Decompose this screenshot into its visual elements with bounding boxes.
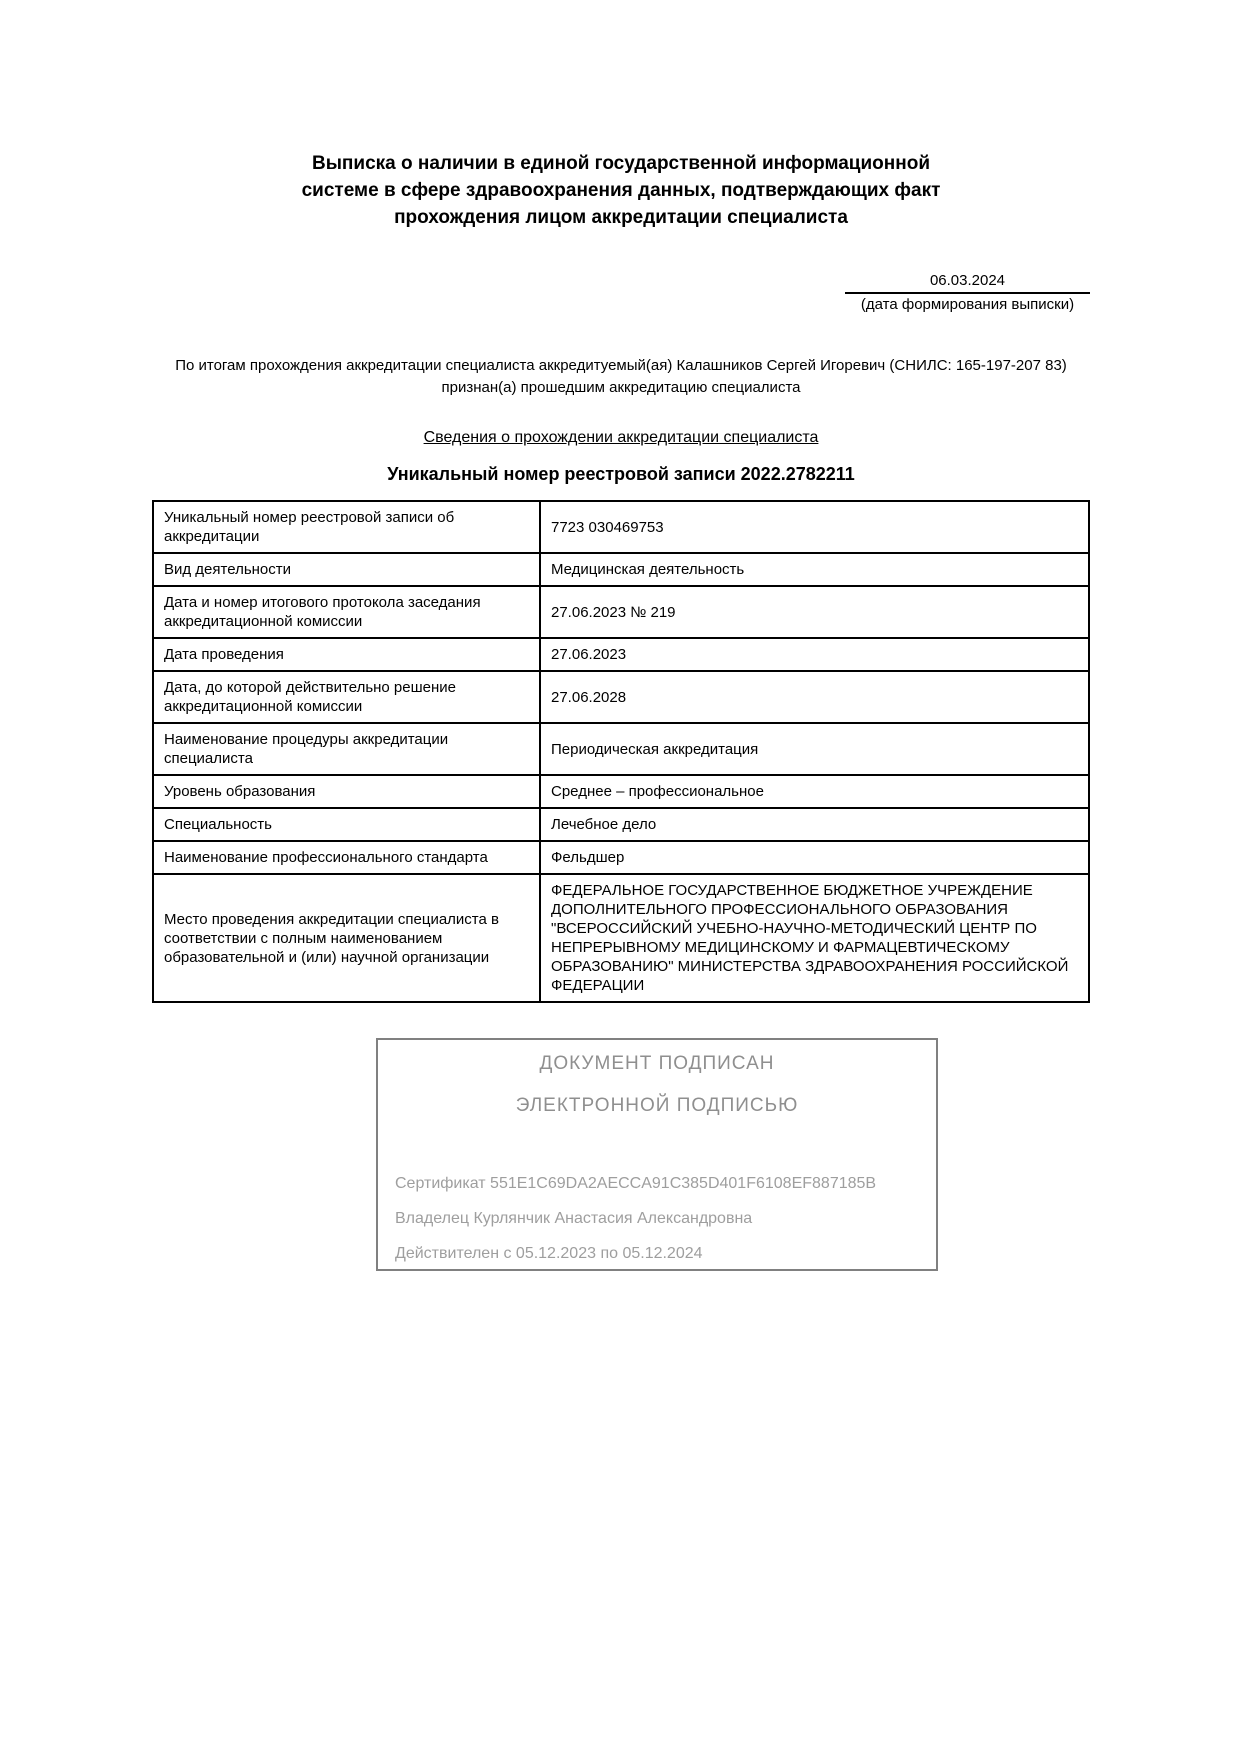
certificate-line: Сертификат 551E1C69DA2AECCA91C385D401F6108EF887185B (395, 1175, 877, 1192)
owner-line: Владелец Курлянчик Анастасия Александровна (395, 1210, 753, 1227)
row-label: Вид деятельности (153, 553, 540, 586)
row-label: Дата, до которой действительно решение аккредитационной комиссии (153, 671, 540, 723)
document-content (0, 150, 1240, 1271)
table-row (153, 874, 1089, 1002)
row-label: Уникальный номер реестровой записи об аккредитации (153, 501, 540, 553)
row-value: Фельдшер (540, 841, 1089, 874)
document-title (152, 150, 1090, 231)
intro-paragraph (152, 355, 1090, 399)
document-title-line: Выписка о наличии в единой государственной информационной (311, 153, 931, 174)
table-row (153, 723, 1089, 775)
intro-line: По итогам прохождения аккредитации специалиста аккредитуемый(ая) Калашников Сергей Игоревич (СНИЛС: 165-197-207 83) (175, 357, 1067, 374)
formation-date-block (845, 271, 1090, 313)
row-value: Среднее – профессиональное (540, 775, 1089, 808)
row-value: Лечебное дело (540, 808, 1089, 841)
signature-box (376, 1038, 938, 1271)
row-value: Периодическая аккредитация (540, 723, 1089, 775)
formation-date: 06.03.2024 (845, 271, 1090, 294)
row-value: 27.06.2023 № 219 (540, 586, 1089, 638)
row-label: Наименование профессионального стандарта (153, 841, 540, 874)
row-label: Дата проведения (153, 638, 540, 671)
row-value: ФЕДЕРАЛЬНОЕ ГОСУДАРСТВЕННОЕ БЮДЖЕТНОЕ УЧРЕЖДЕНИЕ ДОПОЛНИТЕЛЬНОГО ПРОФЕССИОНАЛЬНОГО ОБРАЗОВАНИЯ "ВСЕРОССИЙСКИЙ УЧЕБНО-НАУЧНО-МЕТОДИЧЕСКИЙ ЦЕНТР ПО НЕПРЕРЫВНОМУ МЕДИЦИНСКОМУ И ФАРМАЦЕВТИЧЕСКОМУ ОБРАЗОВАНИЮ" МИНИСТЕРСТВА ЗДРАВООХРАНЕНИЯ РОССИЙСКОЙ ФЕДЕРАЦИИ (540, 874, 1089, 1002)
row-label: Наименование процедуры аккредитации специалиста (153, 723, 540, 775)
table-row (153, 671, 1089, 723)
registry-record-heading: Уникальный номер реестровой записи 2022.2782211 (387, 464, 855, 484)
table-row (153, 638, 1089, 671)
table-row (153, 501, 1089, 553)
row-value: 7723 030469753 (540, 501, 1089, 553)
row-label: Уровень образования (153, 775, 540, 808)
table-row (153, 775, 1089, 808)
formation-date-caption: (дата формирования выписки) (860, 296, 1075, 313)
table-row (153, 841, 1089, 874)
accreditation-table (152, 500, 1090, 1003)
row-label: Место проведения аккредитации специалиста в соответствии с полным наименованием образовательной и (или) научной организации (153, 874, 540, 1002)
table-row (153, 586, 1089, 638)
document-title-line: прохождения лицом аккредитации специалиста (394, 207, 848, 228)
document-title-line: системе в сфере здравоохранения данных, подтверждающих факт (301, 180, 941, 201)
row-value: 27.06.2023 (540, 638, 1089, 671)
section-header: Сведения о прохождении аккредитации специалиста (423, 429, 819, 446)
signature-title-line: ЭЛЕКТРОННОЙ ПОДПИСЬЮ (515, 1095, 799, 1116)
signature-title-line: ДОКУМЕНТ ПОДПИСАН (539, 1053, 775, 1074)
row-label: Дата и номер итогового протокола заседания аккредитационной комиссии (153, 586, 540, 638)
row-value: 27.06.2028 (540, 671, 1089, 723)
validity-line: Действителен с 05.12.2023 по 05.12.2024 (395, 1245, 703, 1262)
row-label: Специальность (153, 808, 540, 841)
intro-line: признан(а) прошедшим аккредитацию специалиста (441, 379, 801, 396)
table-row (153, 808, 1089, 841)
table-row (153, 553, 1089, 586)
row-value: Медицинская деятельность (540, 553, 1089, 586)
